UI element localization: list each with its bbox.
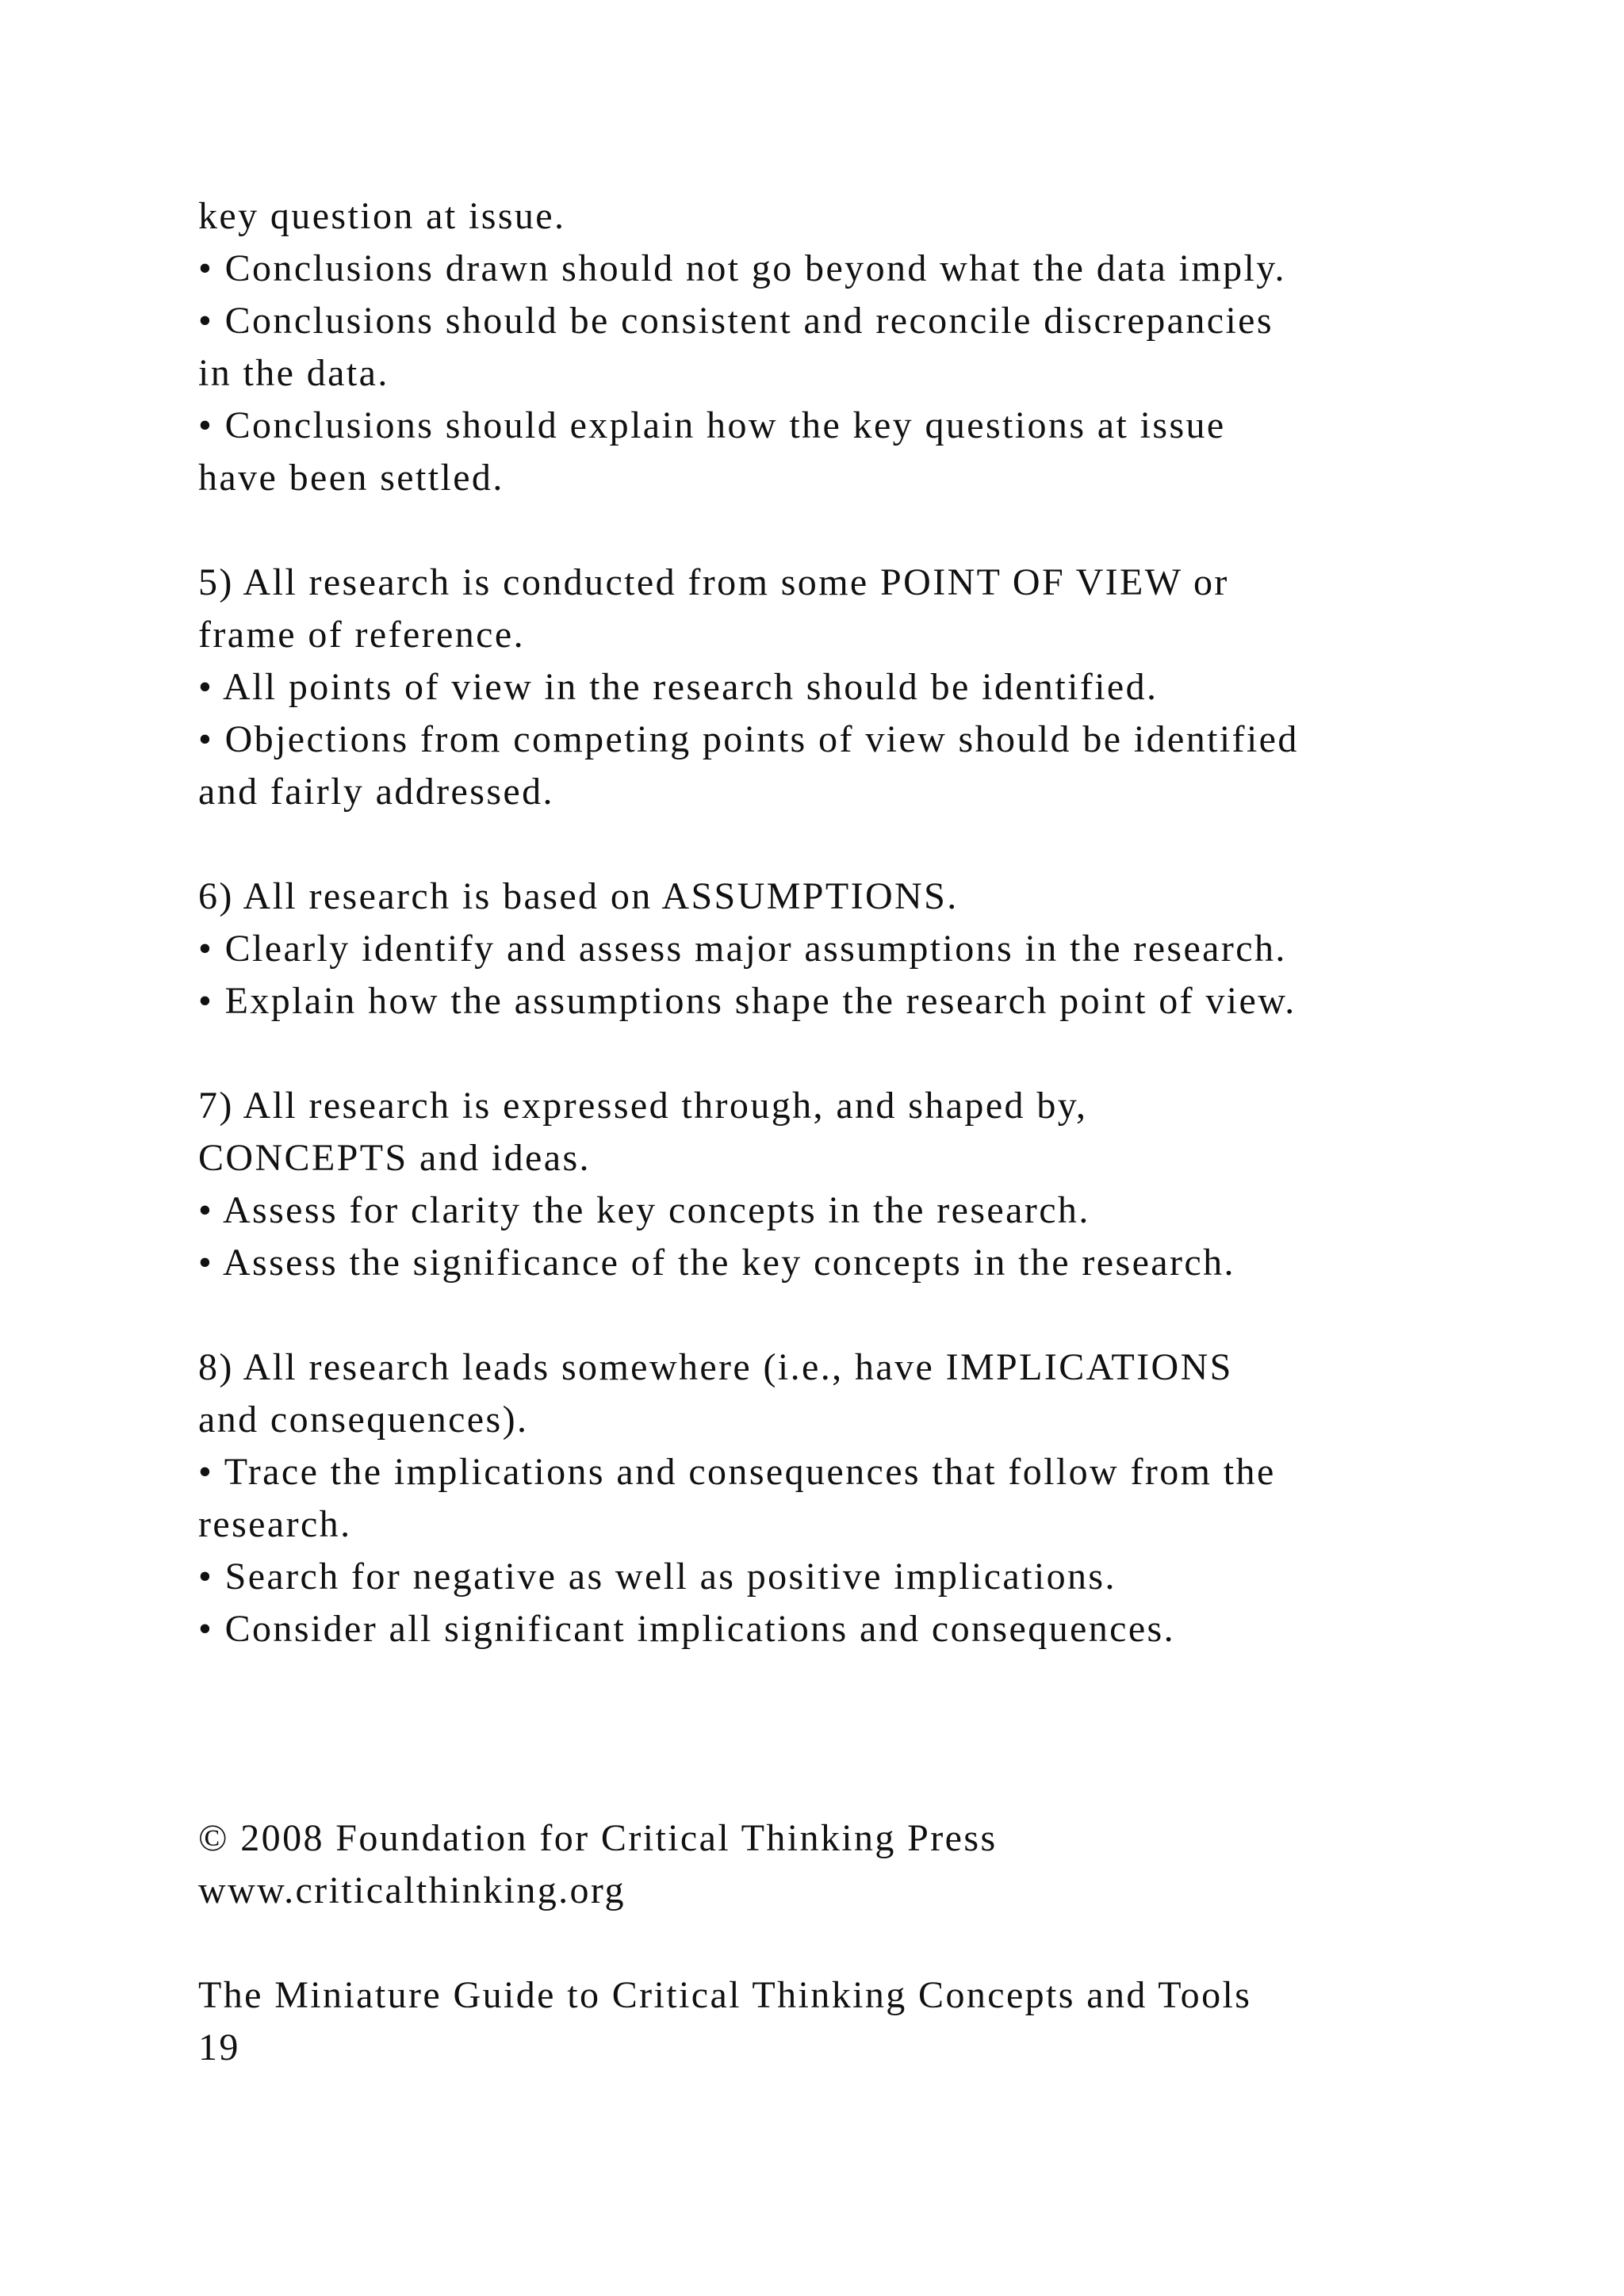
section6-heading: 6) All research is based on ASSUMPTIONS. xyxy=(198,875,959,917)
section7-heading-line2: CONCEPTS and ideas. xyxy=(198,1137,591,1179)
section4-continuation-line: key question at issue. xyxy=(198,195,566,237)
section8-heading-line1: 8) All research leads somewhere (i.e., have IMPLICATIONS xyxy=(198,1346,1233,1388)
paragraph-spacer xyxy=(198,1289,1546,1341)
paragraph-spacer xyxy=(198,1027,1546,1080)
section8-bullet-1-line2: research. xyxy=(198,1503,352,1545)
footer-spacer xyxy=(198,1655,1546,1812)
website-url: www.criticalthinking.org xyxy=(198,1869,626,1911)
section7-heading-line1: 7) All research is expressed through, and shaped by, xyxy=(198,1085,1088,1127)
section6-bullet-1: • Clearly identify and assess major assumptions in the research. xyxy=(198,928,1287,970)
book-title: The Miniature Guide to Critical Thinking Concepts and Tools xyxy=(198,1974,1252,2016)
section7-bullet-1: • Assess for clarity the key concepts in the research. xyxy=(198,1189,1090,1231)
page-body xyxy=(198,190,1546,2074)
copyright-notice: © 2008 Foundation for Critical Thinking Press xyxy=(198,1817,998,1859)
section5-bullet-2-line1: • Objections from competing points of view should be identified xyxy=(198,718,1299,760)
paragraph-spacer xyxy=(198,818,1546,871)
section5-bullet-2-line2: and fairly addressed. xyxy=(198,771,554,813)
paragraph-spacer xyxy=(198,504,1546,557)
section6-bullet-2: • Explain how the assumptions shape the research point of view. xyxy=(198,980,1297,1022)
section4-bullet-1: • Conclusions drawn should not go beyond what the data imply. xyxy=(198,247,1286,289)
section8-bullet-3: • Consider all significant implications and consequences. xyxy=(198,1608,1176,1650)
section5-bullet-1: • All points of view in the research should be identified. xyxy=(198,666,1159,708)
paragraph-spacer xyxy=(198,1917,1546,1969)
page-number: 19 xyxy=(198,2026,240,2068)
section4-bullet-3-line2: have been settled. xyxy=(198,457,504,499)
section8-heading-line2: and consequences). xyxy=(198,1399,529,1441)
section8-bullet-1-line1: • Trace the implications and consequences that follow from the xyxy=(198,1451,1276,1493)
section7-bullet-2: • Assess the significance of the key concepts in the research. xyxy=(198,1242,1235,1284)
section5-heading-line2: frame of reference. xyxy=(198,614,525,656)
section4-bullet-2-line1: • Conclusions should be consistent and reconcile discrepancies xyxy=(198,300,1274,342)
section4-bullet-3-line1: • Conclusions should explain how the key questions at issue xyxy=(198,404,1226,446)
section5-heading-line1: 5) All research is conducted from some POINT OF VIEW or xyxy=(198,561,1229,603)
section8-bullet-2: • Search for negative as well as positive implications. xyxy=(198,1556,1116,1598)
section4-bullet-2-line2: in the data. xyxy=(198,352,389,394)
